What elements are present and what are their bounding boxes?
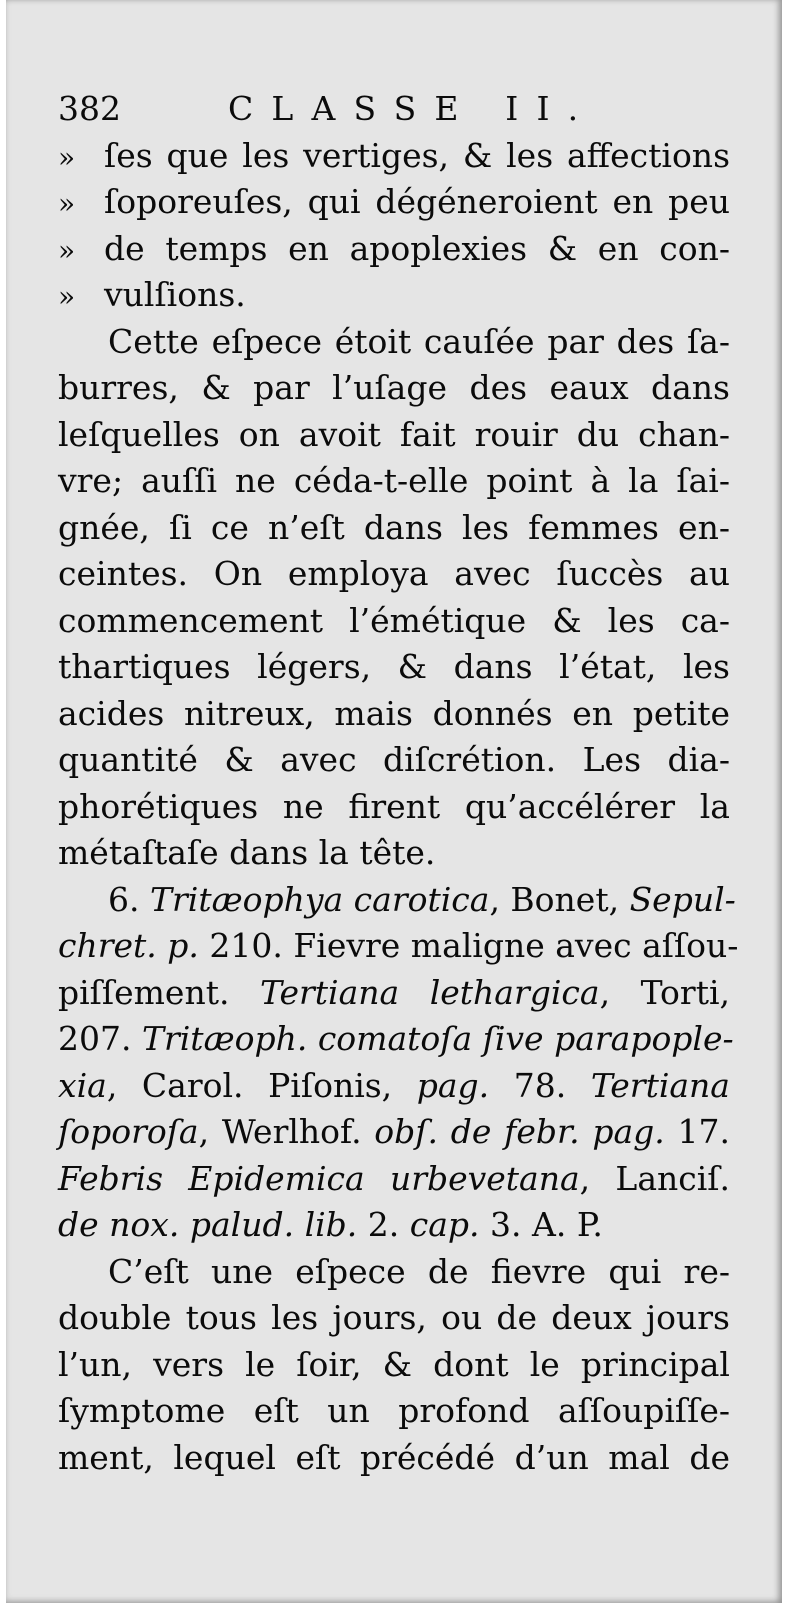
text-line xyxy=(58,1202,730,1249)
text-segment: thartiques légers, & dans l’état, les xyxy=(58,647,730,686)
text-segment: 6. xyxy=(108,879,150,919)
italic-text: pag. xyxy=(416,1065,490,1105)
italic-text: ſoporoſa xyxy=(58,1112,199,1151)
text-line xyxy=(58,970,730,1017)
text-line xyxy=(58,1249,730,1296)
text-segment: double tous les jours, ou de deux jours xyxy=(58,1298,730,1337)
text-line xyxy=(58,784,730,831)
text-line xyxy=(58,226,730,273)
text-segment: leſquelles on avoit fait rouir du chan- xyxy=(58,414,730,454)
text-segment: , Bonet, xyxy=(489,879,630,919)
text-line xyxy=(58,598,730,645)
text-segment: quantité & avec diſcrétion. Les dia- xyxy=(58,740,730,779)
text-line xyxy=(58,505,730,552)
text-segment: , Carol. Piſonis, xyxy=(106,1065,417,1105)
quotation-mark: » xyxy=(58,187,76,220)
text-segment: 2. xyxy=(357,1205,410,1244)
running-head: CLASSE II. xyxy=(228,89,597,128)
italic-text: Tritæoph. comatoſa ſive parapople- xyxy=(141,1019,734,1058)
italic-text: Sepul- xyxy=(629,879,736,919)
italic-text: Tertiana lethargica xyxy=(260,972,600,1012)
page-number: 382 xyxy=(58,89,121,128)
italic-text: obſ. de febr. pag. xyxy=(374,1112,665,1151)
text-line xyxy=(58,1295,730,1342)
text-line xyxy=(58,272,730,319)
text-segment: ſes que les vertiges, & les affections xyxy=(104,135,730,175)
text-segment: C’eſt une eſpece de fievre qui re- xyxy=(108,1251,730,1291)
text-line xyxy=(58,551,730,598)
text-segment: , Werlhof. xyxy=(198,1112,375,1151)
italic-text: chret. p. xyxy=(58,926,199,965)
text-line xyxy=(58,133,730,180)
text-segment: ceintes. On employa avec ſuccès au xyxy=(58,554,730,593)
text-segment: ſoporeuſes, qui dégéneroient en peu xyxy=(104,182,730,221)
text-line xyxy=(58,1109,730,1156)
text-segment: acides nitreux, mais donnés en petite xyxy=(58,693,730,733)
text-segment: ment, lequel eſt précédé d’un mal de xyxy=(58,1437,730,1477)
italic-text: cap. xyxy=(409,1205,480,1244)
italic-text: Tritæophya carotica xyxy=(149,879,490,919)
text-line xyxy=(58,877,736,924)
text-segment: vulſions. xyxy=(104,275,246,314)
text-line xyxy=(58,644,730,691)
text-segment: métaſtaſe dans la tête. xyxy=(58,833,436,872)
text-line xyxy=(58,1435,730,1482)
book-page xyxy=(6,0,782,1603)
text-line xyxy=(58,923,739,970)
italic-text: Febris Epidemica urbevetana xyxy=(58,1158,580,1198)
text-segment: piſſement. xyxy=(58,972,260,1012)
text-segment: 3. A. P. xyxy=(479,1205,603,1244)
text-segment: burres, & par l’uſage des eaux dans xyxy=(58,368,730,407)
text-line xyxy=(58,1342,730,1389)
quotation-mark: » xyxy=(58,233,76,267)
text-segment: phorétiques ne firent qu’accélérer la xyxy=(58,786,730,826)
italic-text: de nox. palud. lib. xyxy=(58,1205,358,1244)
text-line xyxy=(58,1388,730,1435)
text-segment: 17. xyxy=(664,1112,730,1151)
text-line xyxy=(58,319,730,366)
text-segment: 210. Fievre maligne avec aſſou- xyxy=(198,926,739,965)
quotation-mark: » xyxy=(58,280,76,313)
text-line xyxy=(58,458,730,505)
text-line xyxy=(58,1156,730,1203)
text-line xyxy=(58,691,730,738)
quotation-mark: » xyxy=(58,140,76,174)
body-text xyxy=(58,133,739,1482)
text-line xyxy=(58,179,730,226)
text-segment: de temps en apoplexies & en con- xyxy=(104,228,730,268)
text-line xyxy=(58,1063,730,1110)
text-segment: vre; auſſi ne céda-t-elle point à la ſai- xyxy=(58,461,730,500)
text-segment: commencement l’émétique & les ca- xyxy=(58,600,730,640)
text-segment: 78. xyxy=(489,1065,591,1105)
page-header xyxy=(58,86,730,133)
text-segment: gnée, ſi ce n’eſt dans les femmes en- xyxy=(58,507,730,547)
page-text-block xyxy=(58,86,739,1481)
italic-text: Tertiana xyxy=(590,1065,730,1105)
text-line xyxy=(58,365,730,412)
text-line xyxy=(58,830,730,877)
text-line xyxy=(58,412,730,459)
text-segment: , Lanciſ. xyxy=(579,1158,730,1198)
text-segment: , Torti, xyxy=(599,972,731,1012)
text-line xyxy=(58,1016,734,1063)
text-segment: l’un, vers le ſoir, & dont le principal xyxy=(58,1344,730,1384)
text-segment: Cette eſpece étoit cauſée par des ſa- xyxy=(108,321,730,361)
italic-text: xia xyxy=(58,1065,107,1105)
text-segment: 207. xyxy=(58,1019,142,1058)
text-line xyxy=(58,737,730,784)
text-segment: ſymptome eſt un profond aſſoupiſſe- xyxy=(58,1391,730,1430)
